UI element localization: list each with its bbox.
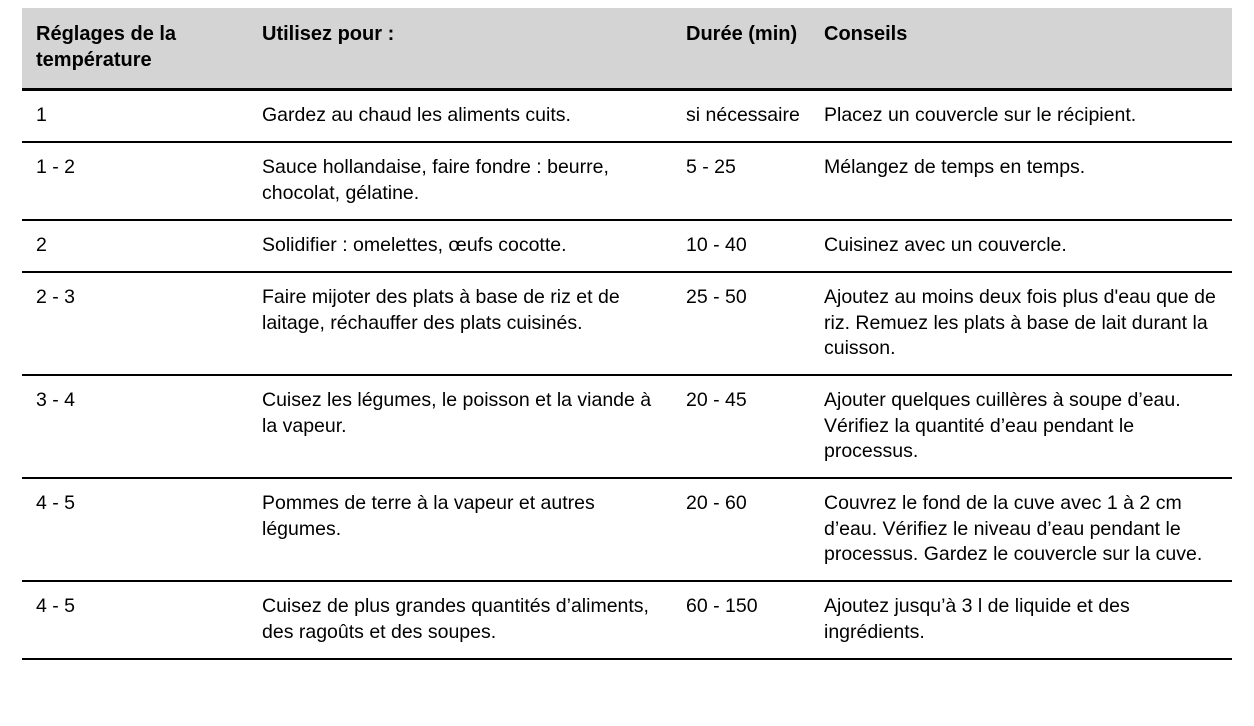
cell-tips: Couvrez le fond de la cuve avec 1 à 2 cm d’eau. Vérifiez le niveau d’eau pendant le processus. Gardez le couvercle sur la cuve.: [810, 478, 1232, 581]
cell-duration: si nécessaire: [676, 90, 810, 143]
cell-temperature-setting: 4 - 5: [22, 581, 244, 659]
table-header-row: [22, 8, 1232, 90]
cell-use-for: Pommes de terre à la vapeur et autres légumes.: [244, 478, 676, 581]
cell-duration: 10 - 40: [676, 220, 810, 272]
cell-tips: Ajoutez au moins deux fois plus d'eau que de riz. Remuez les plats à base de lait durant la cuisson.: [810, 272, 1232, 375]
column-header-temperature-setting: Réglages de la température: [22, 8, 244, 90]
table-body: [22, 90, 1232, 660]
table-row: [22, 272, 1232, 375]
cell-duration: 20 - 45: [676, 375, 810, 478]
table-row: [22, 581, 1232, 659]
cell-tips: Mélangez de temps en temps.: [810, 142, 1232, 220]
cell-duration: 25 - 50: [676, 272, 810, 375]
column-header-use-for: Utilisez pour :: [244, 8, 676, 90]
cell-tips: Placez un couvercle sur le récipient.: [810, 90, 1232, 143]
cell-tips: Ajoutez jusqu’à 3 l de liquide et des ingrédients.: [810, 581, 1232, 659]
cell-use-for: Solidifier : omelettes, œufs cocotte.: [244, 220, 676, 272]
cell-use-for: Gardez au chaud les aliments cuits.: [244, 90, 676, 143]
cell-use-for: Cuisez de plus grandes quantités d’aliments, des ragoûts et des soupes.: [244, 581, 676, 659]
table-row: [22, 375, 1232, 478]
table-row: [22, 220, 1232, 272]
table-row: [22, 90, 1232, 143]
cell-temperature-setting: 2 - 3: [22, 272, 244, 375]
column-header-tips: Conseils: [810, 8, 1232, 90]
cell-temperature-setting: 1 - 2: [22, 142, 244, 220]
table-header: [22, 8, 1232, 90]
cell-duration: 60 - 150: [676, 581, 810, 659]
column-header-duration: Durée (min): [676, 8, 810, 90]
cell-temperature-setting: 2: [22, 220, 244, 272]
cell-use-for: Cuisez les légumes, le poisson et la viande à la vapeur.: [244, 375, 676, 478]
cell-temperature-setting: 4 - 5: [22, 478, 244, 581]
cooking-settings-table: [22, 8, 1232, 660]
cell-tips: Ajouter quelques cuillères à soupe d’eau. Vérifiez la quantité d’eau pendant le processus.: [810, 375, 1232, 478]
cell-use-for: Faire mijoter des plats à base de riz et de laitage, réchauffer des plats cuisinés.: [244, 272, 676, 375]
cell-temperature-setting: 1: [22, 90, 244, 143]
cell-duration: 5 - 25: [676, 142, 810, 220]
cell-temperature-setting: 3 - 4: [22, 375, 244, 478]
cell-tips: Cuisinez avec un couvercle.: [810, 220, 1232, 272]
cell-use-for: Sauce hollandaise, faire fondre : beurre, chocolat, gélatine.: [244, 142, 676, 220]
table-row: [22, 478, 1232, 581]
table-row: [22, 142, 1232, 220]
cell-duration: 20 - 60: [676, 478, 810, 581]
